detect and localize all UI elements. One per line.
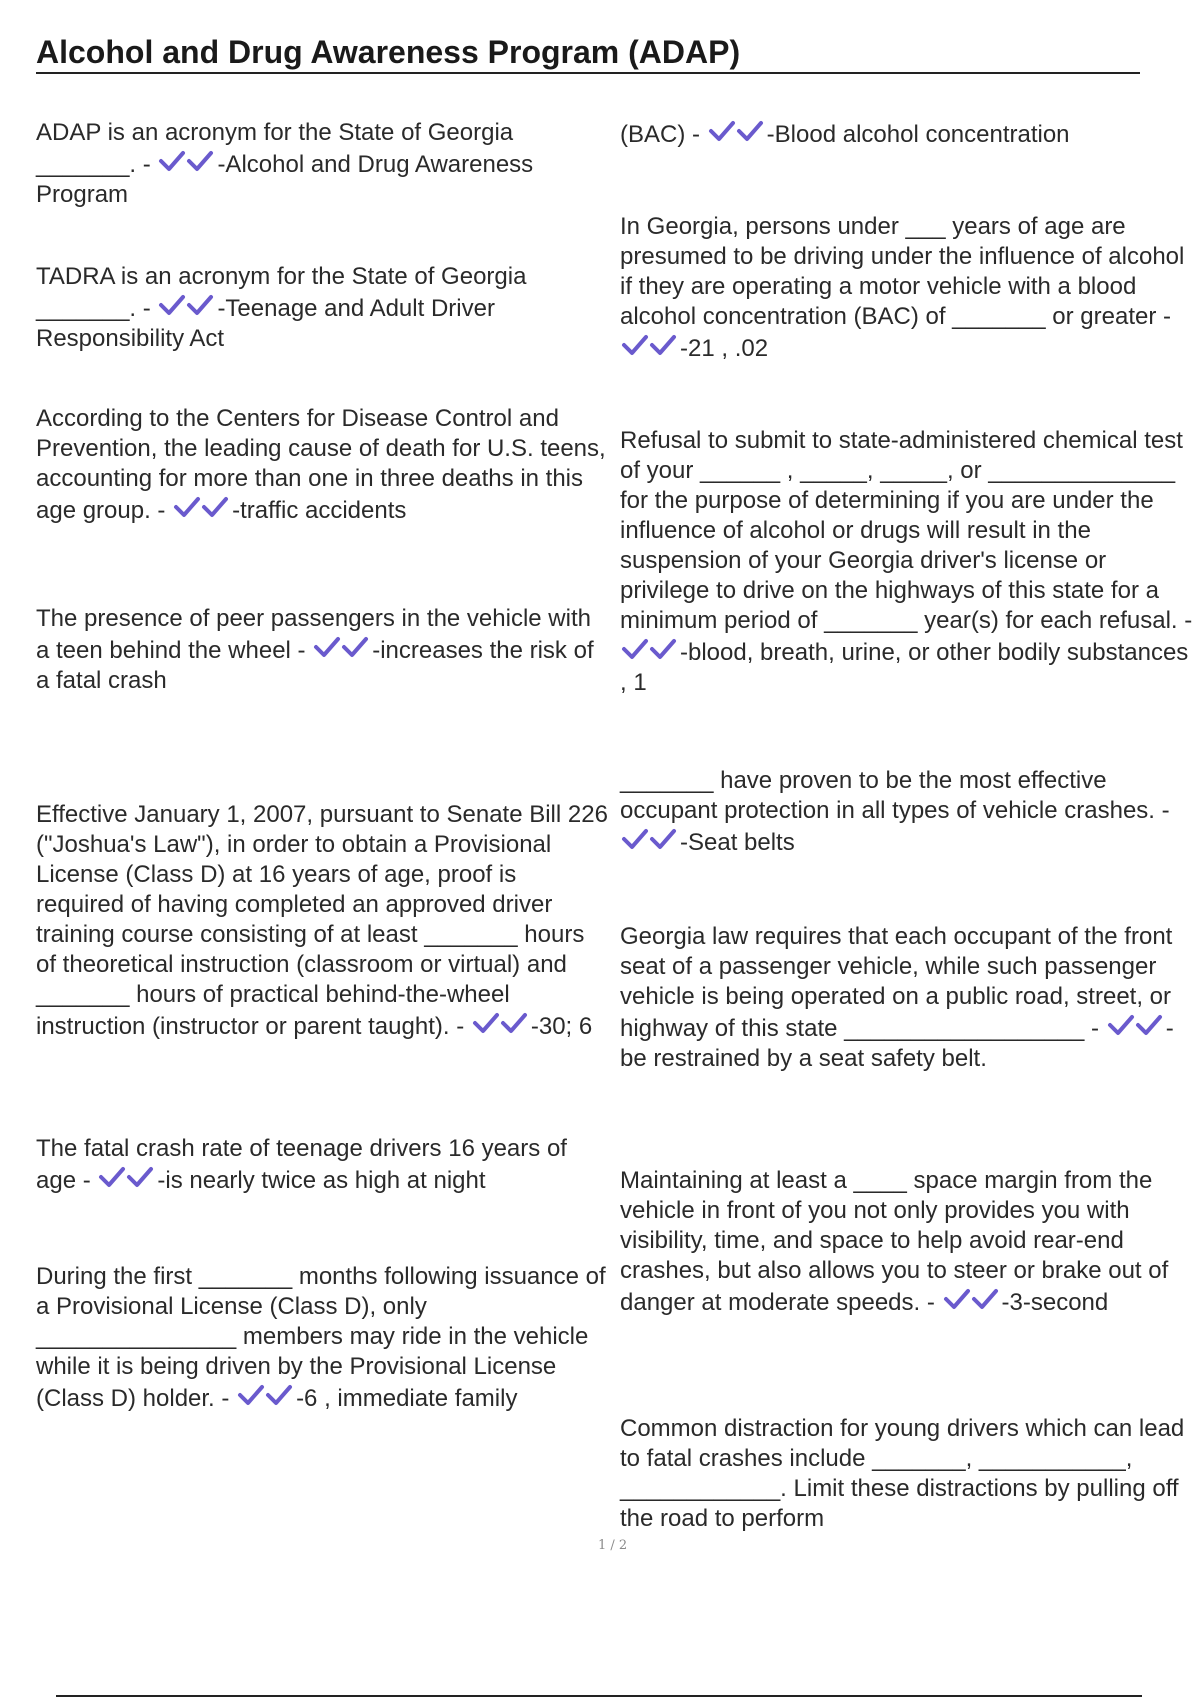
double-check-icon	[471, 1010, 531, 1036]
question-text: (BAC) -	[620, 121, 707, 148]
flashcard	[36, 262, 610, 354]
answer-text: -3-second	[1001, 1289, 1109, 1316]
page-number: 1 / 2	[598, 1538, 628, 1553]
footer-divider	[56, 1695, 1142, 1697]
question-text: Effective January 1, 2007, pursuant to Senate Bill 226 ("Joshua's Law"), in order to obtain a Provisional License (Class D) at 16 years of age, proof is required of having completed an approved driver training course consisting of at least _______ hours of theoretical instruction (classroom or virtual) and _______ hours of practical behind-the-wheel instruction (instructor or parent taught). -	[36, 801, 615, 1040]
question-text: During the first _______ months following issuance of a Provisional License (Class D), only _______________ members may ride in the vehicle while it is being driven by the Provisional License (Class D) holder. -	[36, 1263, 613, 1412]
answer-text: -Teenage and Adult Driver Responsibility Act	[36, 295, 502, 352]
flashcard	[620, 922, 1200, 1074]
double-check-icon	[620, 332, 680, 358]
question-text: TADRA is an acronym for the State of Georgia _______. -	[36, 263, 534, 322]
question-text: The presence of peer passengers in the vehicle with a teen behind the wheel -	[36, 605, 598, 664]
double-check-icon	[620, 826, 680, 852]
answer-text: -increases the risk of a fatal crash	[36, 637, 601, 694]
question-text: The fatal crash rate of teenage drivers 16 years of age -	[36, 1135, 574, 1194]
flashcard	[36, 604, 610, 696]
flashcard	[620, 118, 1200, 150]
double-check-icon	[942, 1286, 1002, 1312]
flashcard	[36, 800, 615, 1042]
answer-text: -be restrained by a seat safety belt.	[620, 1015, 1174, 1072]
answer-text: -traffic accidents	[232, 497, 407, 524]
answer-text: -is nearly twice as high at night	[157, 1167, 486, 1194]
flashcard	[620, 426, 1200, 698]
double-check-icon	[620, 636, 680, 662]
question-text: Georgia law requires that each occupant of the front seat of a passenger vehicle, while such passenger vehicle is being operated on a public road, street, or highway of this state __________________ -	[620, 923, 1179, 1042]
flashcard	[36, 118, 610, 210]
question-text: Maintaining at least a ____ space margin from the vehicle in front of you not only provides you with visibility, time, and space to help avoid rear-end crashes, but also allows you to steer or brake out of danger at moderate speeds. -	[620, 1167, 1175, 1316]
answer-text: -Blood alcohol concentration	[766, 121, 1070, 148]
answer-text: -6 , immediate family	[296, 1385, 518, 1412]
double-check-icon	[157, 292, 217, 318]
flashcard	[620, 212, 1200, 364]
question-text: Refusal to submit to state-administered chemical test of your ______ , _____, _____, or ______________ for the purpose of determining if you are under the influence of alcohol or drugs will result in the suspension of your Georgia driver's license or privilege to drive on the highways of this state for a minimum period of _______ year(s) for each refusal. -	[620, 427, 1199, 634]
double-check-icon	[236, 1382, 296, 1408]
flashcard	[36, 404, 613, 526]
question-text: _______ have proven to be the most effective occupant protection in all types of vehicle crashes. -	[620, 767, 1177, 824]
page-title: Alcohol and Drug Awareness Program (ADAP)	[36, 32, 1140, 74]
flashcard	[620, 1414, 1200, 1534]
answer-text: -30; 6	[530, 1013, 593, 1040]
question-text: According to the Centers for Disease Control and Prevention, the leading cause of death for U.S. teens, accounting for more than one in three deaths in this age group. -	[36, 405, 613, 524]
double-check-icon	[707, 118, 767, 144]
flashcard	[36, 1262, 613, 1414]
double-check-icon	[97, 1164, 157, 1190]
flashcard	[620, 766, 1200, 858]
question-text: ADAP is an acronym for the State of Georgia _______. -	[36, 119, 520, 178]
flashcard	[36, 1134, 610, 1196]
double-check-icon	[312, 634, 372, 660]
answer-text: -21 , .02	[680, 335, 769, 362]
question-text: In Georgia, persons under ___ years of age are presumed to be driving under the influence of alcohol if they are operating a motor vehicle with a blood alcohol concentration (BAC) of _______ or greater -	[620, 213, 1192, 330]
double-check-icon	[172, 494, 232, 520]
answer-text: -blood, breath, urine, or other bodily substances , 1	[620, 639, 1195, 696]
answer-text: -Seat belts	[680, 829, 795, 856]
question-text: Common distraction for young drivers which can lead to fatal crashes include _______, ___________, ____________. Limit these distractions by pulling off the road to perform	[620, 1415, 1191, 1532]
double-check-icon	[1106, 1012, 1166, 1038]
answer-text: -Alcohol and Drug Awareness Program	[36, 151, 540, 208]
flashcard	[620, 1166, 1200, 1318]
double-check-icon	[157, 148, 217, 174]
